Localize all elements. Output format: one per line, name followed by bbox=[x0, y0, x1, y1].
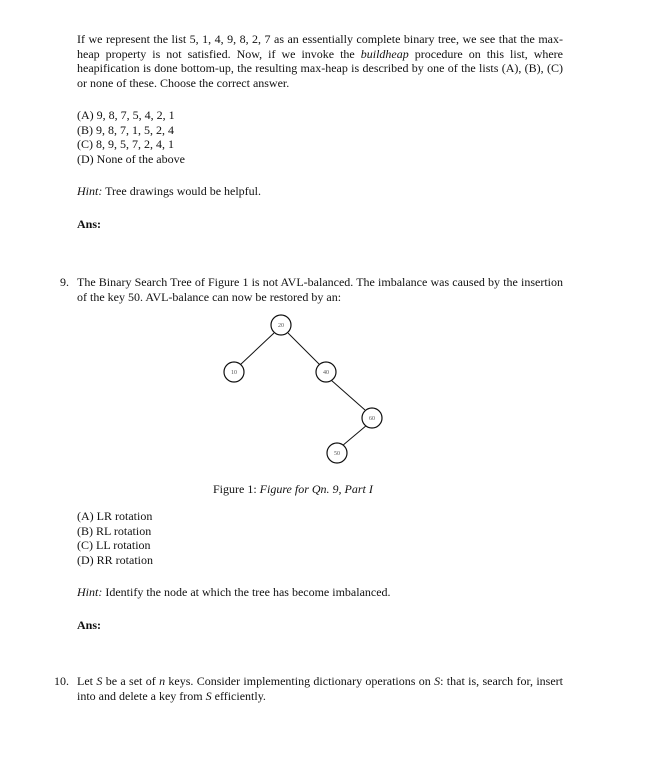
q8-option-a: (A) 9, 8, 7, 5, 4, 2, 1 bbox=[77, 108, 175, 122]
q10-text bbox=[77, 674, 563, 703]
intro-text-1: If we represent the list 5, 1, 4, 9, 8, 2, 7 as an essentially complete binary tree, we see that the max-heap property is not satisfied. Now, if we invoke the bbox=[77, 32, 563, 61]
q8-answer-label: Ans: bbox=[77, 217, 102, 231]
buildheap-term: buildheap bbox=[360, 46, 409, 61]
q8-option-b: (B) 9, 8, 7, 1, 5, 2, 4 bbox=[77, 122, 174, 137]
q9-hint bbox=[77, 585, 391, 600]
node-20-label: 20 bbox=[278, 323, 284, 329]
q10-text-1: Let bbox=[77, 674, 97, 688]
edge-40-60 bbox=[331, 380, 365, 410]
q9-answer-label: Ans: bbox=[77, 618, 102, 632]
edge-20-10 bbox=[240, 333, 274, 365]
q10-set-s-2: S bbox=[434, 674, 441, 688]
q9-option-d: (D) RR rotation bbox=[77, 552, 153, 567]
edge-20-40 bbox=[288, 333, 320, 365]
q8-option-c: (C) 8, 9, 5, 7, 2, 4, 1 bbox=[77, 137, 174, 152]
q9-option-b: (B) RL rotation bbox=[77, 523, 152, 538]
intro-text-2: procedure on this list, where heapification is done bottom-up, the resulting max-heap is described by one of the lists (A), (B), (C) or none of these. Choose the correct answer. bbox=[77, 46, 564, 90]
q10-text-4: : that is, search for, insert into and delete a key from bbox=[77, 674, 563, 703]
q10-text-2: be a set of bbox=[102, 674, 160, 688]
q10-set-s-3: S bbox=[205, 688, 212, 703]
q9-number: 9. bbox=[60, 275, 69, 289]
figure-caption-text: Figure for Qn. 9, Part I bbox=[259, 482, 373, 496]
figure-caption-label: Figure 1: bbox=[213, 482, 257, 496]
node-50-label: 50 bbox=[334, 451, 340, 457]
q9-option-a: (A) LR rotation bbox=[77, 509, 153, 523]
node-60-label: 60 bbox=[369, 416, 375, 422]
q10-set-s-1: S bbox=[96, 674, 103, 688]
node-10-label: 10 bbox=[231, 370, 237, 376]
q8-hint-label: Hint: bbox=[77, 184, 103, 198]
q8-hint-text: Tree drawings would be helpful. bbox=[105, 184, 262, 198]
q9-hint-text: Identify the node at which the tree has become imbalanced. bbox=[105, 585, 391, 599]
q10-text-3: keys. Consider implementing dictionary operations on bbox=[165, 674, 435, 688]
q10-text-5: efficiently. bbox=[211, 688, 266, 703]
node-40-label: 40 bbox=[323, 370, 329, 376]
q9-hint-label: Hint: bbox=[77, 585, 103, 599]
q10-number: 10. bbox=[54, 674, 69, 688]
q10-var-n: n bbox=[159, 674, 166, 688]
edge-60-50 bbox=[342, 425, 367, 446]
q9-text: The Binary Search Tree of Figure 1 is not AVL-balanced. The imbalance was caused by the insertion of the key 50. AVL-balance can now be restored by an: bbox=[77, 275, 563, 304]
q9-option-c: (C) LL rotation bbox=[77, 538, 151, 553]
q8-option-d: (D) None of the above bbox=[77, 151, 185, 166]
q9-options bbox=[77, 509, 153, 567]
figure-caption bbox=[213, 482, 373, 497]
